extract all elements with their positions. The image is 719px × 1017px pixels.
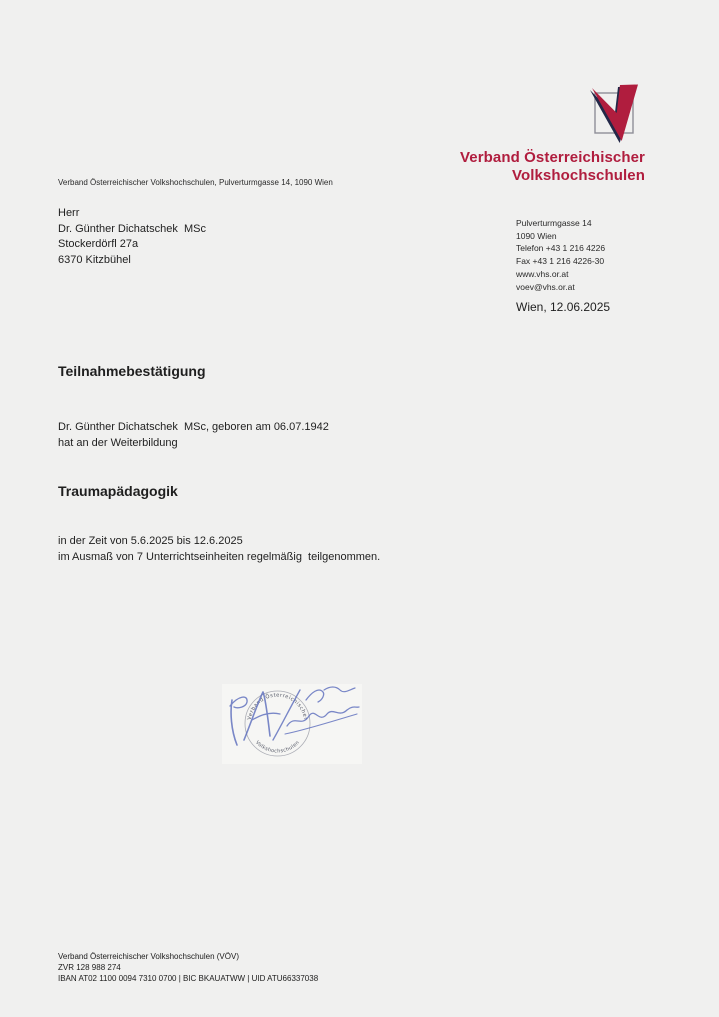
extent-line: im Ausmaß von 7 Unterrichtseinheiten regelmäßig teilgenommen.	[58, 550, 381, 563]
recipient-street: Stockerdörfl 27a	[58, 238, 139, 250]
participant-continuation: hat an der Weiterbildung	[58, 436, 178, 449]
stamp-and-signature	[213, 678, 365, 770]
brand-wordmark	[365, 149, 645, 184]
voev-logo-icon	[588, 82, 644, 144]
dateline: Wien, 12.06.2025	[516, 300, 611, 314]
contact-fax: Fax +43 1 216 4226-30	[516, 256, 605, 267]
footer-zvr: ZVR 128 988 274	[58, 963, 121, 972]
contact-website: www.vhs.or.at	[516, 268, 569, 279]
brand-wordmark-line1: Verband Österreichischer	[460, 149, 645, 166]
footer-org-name: Verband Österreichischer Volkshochschulen (VÖV)	[58, 952, 239, 961]
recipient-salutation: Herr	[58, 207, 80, 219]
contact-email: voev@vhs.or.at	[516, 281, 575, 292]
footer-block	[58, 951, 318, 984]
contact-phone: Telefon +43 1 216 4226	[516, 243, 606, 254]
contact-block	[516, 217, 605, 293]
period-line: in der Zeit von 5.6.2025 bis 12.6.2025	[58, 535, 243, 547]
stamp-ring-text-top: Verband Österreichischer	[246, 692, 309, 721]
attendance-paragraph	[58, 534, 380, 565]
participant-paragraph	[58, 420, 329, 451]
recipient-address	[58, 206, 206, 268]
sender-line: Verband Österreichischer Volkshochschulen, Pulverturmgasse 14, 1090 Wien	[58, 178, 333, 187]
course-title: Traumapädagogik	[58, 483, 178, 499]
brand-wordmark-line2: Volkshochschulen	[511, 166, 645, 184]
footer-bank-details: IBAN AT02 1100 0094 7310 0700 | BIC BKAUATWW | UID ATU66337038	[58, 974, 319, 983]
document-title: Teilnahmebestätigung	[58, 363, 206, 379]
contact-street: Pulverturmgasse 14	[516, 218, 592, 228]
stamp-background	[222, 684, 362, 764]
stamp-ring-text-bottom: Volkshochschulen	[254, 739, 301, 755]
recipient-name: Dr. Günther Dichatschek MSc	[58, 222, 206, 235]
contact-city: 1090 Wien	[516, 230, 557, 241]
participant-line: Dr. Günther Dichatschek MSc, geboren am 06.07.1942	[58, 421, 329, 433]
recipient-city: 6370 Kitzbühel	[58, 253, 131, 266]
